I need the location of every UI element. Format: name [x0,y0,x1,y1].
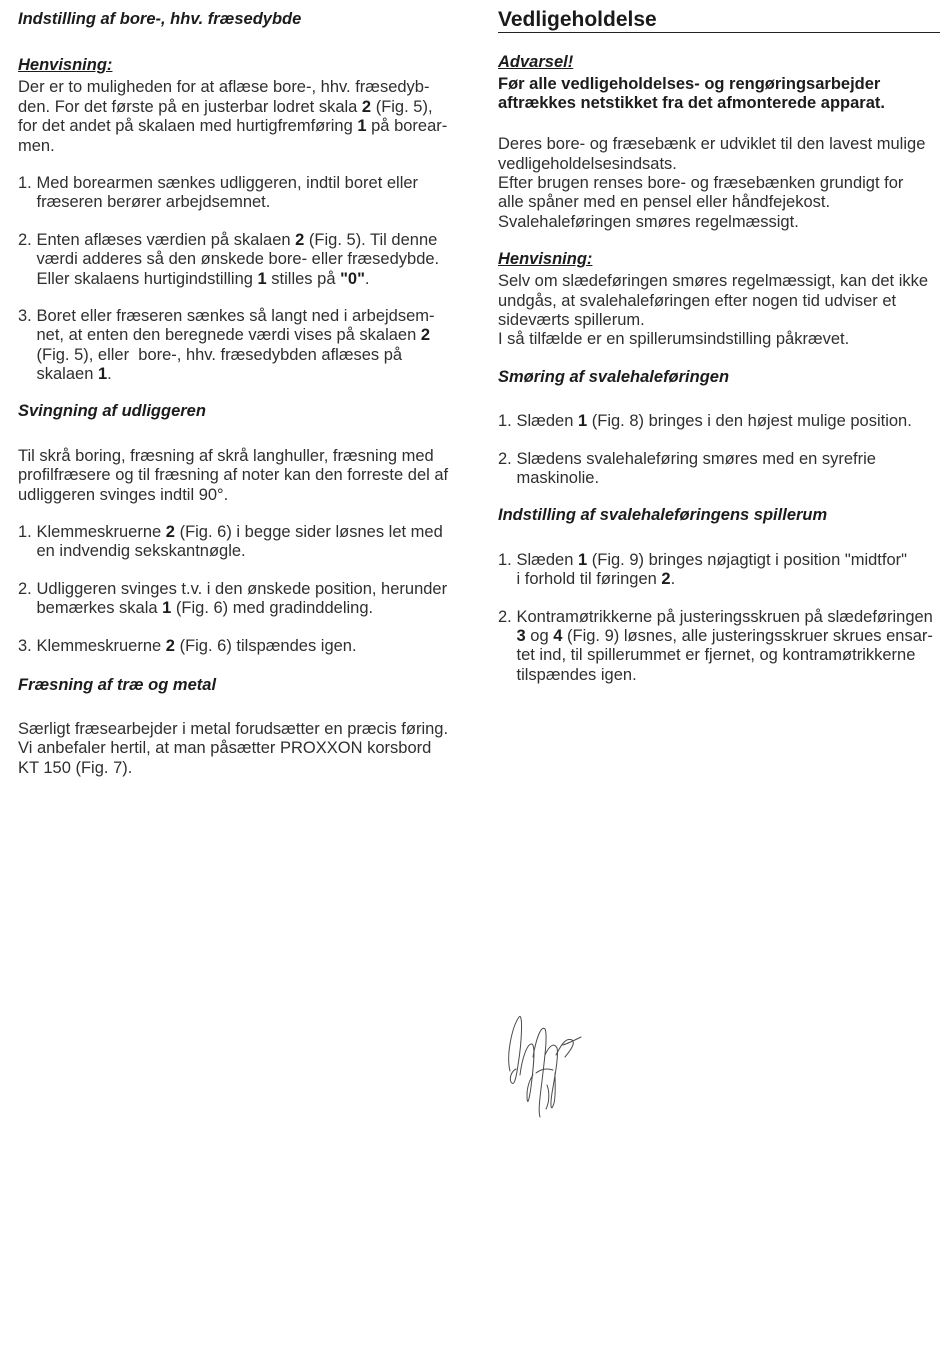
step-text [37,231,489,289]
text-run: stilles på [266,269,341,288]
step-text [517,412,941,431]
step-number: 1. [18,173,32,192]
step-number: 3. [18,636,32,655]
text-run: . [670,570,676,589]
text-run: Særligt fræsearbejder i metal forudsætter en præcis føring. [18,719,449,738]
bold-reference: 2 [165,523,175,542]
text-line [18,739,488,758]
text-line [498,330,940,349]
step-text [517,608,941,686]
text-line [18,117,488,136]
text-line [37,231,489,250]
signature [503,1013,585,1119]
text-run: (Fig. 8) bringes i den højest mulige position. [587,412,912,431]
step-text [37,523,489,562]
text-run: fræseren berører arbejdsemnet. [36,193,271,212]
text-run: profilfræsere og til fræsning af noter kan den forreste del af [18,466,449,485]
text-run: tet ind, til spillerummet er fjernet, og kontramøtrikkerne [516,646,916,665]
text-run: aftrækkes netstikket fra det afmonterede apparat. [498,93,885,112]
text-run: Klemmeskruerne [36,636,166,655]
text-line [498,155,940,174]
text-run: Deres bore- og fræsebænk er udviklet til den lavest mulige [498,135,926,154]
text-line [18,98,488,117]
text-run: Før alle vedligeholdelses- og rengøringsarbejder [498,74,881,93]
step-text [37,307,489,385]
text-run: I så tilfælde er en spillerumsindstilling påkrævet. [498,330,850,349]
care-paragraph [498,135,940,232]
bold-reference: "0" [340,269,365,288]
text-run: (Fig. 6) med gradinddeling. [171,599,374,618]
text-run: net, at enten den beregnede værdi vises på skalaen [36,326,421,345]
step-number: 1. [498,550,512,569]
text-line [37,637,489,656]
section-heading-depth: Indstilling af bore-, hhv. fræsedybde [18,10,302,28]
text-run: værdi adderes så den ønskede bore- eller fræsedybde. [36,250,440,269]
text-line [37,174,489,193]
text-line [498,213,940,232]
text-run: . [364,269,370,288]
step-number: 3. [18,306,32,325]
swing-step-2 [18,580,488,619]
left-column [18,0,488,778]
bold-reference: 1 [577,412,588,431]
text-run: Kontramøtrikkerne på justeringsskruen på slædeføringen [516,607,933,626]
text-run: den. For det første på en justerbar lodret skala [18,97,362,116]
text-run: Eller skalaens hurtigindstilling [36,269,258,288]
text-line [18,759,488,778]
text-run: Svalehaleføringen smøres regelmæssigt. [498,212,799,231]
text-line [18,466,488,485]
text-line [37,193,489,212]
text-line [517,450,941,469]
step-number: 2. [18,230,32,249]
text-line [498,292,940,311]
section-heading-milling: Fræsning af træ og metal [18,675,217,694]
text-run: alle spåner med en pensel eller håndfejekost. [498,193,831,212]
text-line [498,311,940,330]
text-run: maskinolie. [516,468,600,487]
text-run: på borear- [366,117,448,136]
text-line [517,551,941,570]
text-run: Efter brugen renses bore- og fræsebænken grundigt for [498,174,904,193]
step-text [37,174,489,213]
text-run: (Fig. 9) bringes nøjagtigt i position "midtfor" [587,550,907,569]
text-line [37,580,489,599]
step-number: 2. [498,607,512,626]
text-run: sideværts spillerum. [498,311,645,330]
bold-reference: 1 [577,550,588,569]
page-title: Vedligeholdelse [498,8,940,33]
section-heading-swing: Svingning af udliggeren [18,402,206,421]
text-line [18,137,488,156]
text-line [37,523,489,542]
swing-step-1 [18,523,488,562]
warning-paragraph [498,75,940,114]
bold-reference: 2 [361,97,372,116]
text-run: (Fig. 6) tilspændes igen. [174,636,357,655]
text-run: (Fig. 5), [371,97,433,116]
swing-step-3 [18,637,488,656]
text-line [498,174,940,193]
text-run: tilspændes igen. [516,665,637,684]
text-line [37,599,489,618]
text-run: og [525,626,554,645]
text-line [517,412,941,431]
step-number: 2. [498,449,512,468]
text-line [517,469,941,488]
text-line [18,486,488,505]
step-text [517,551,941,590]
text-line [18,720,488,739]
step-number: 1. [18,523,32,542]
text-run: skalaen [36,365,98,384]
text-line [37,346,489,365]
text-run: en indvendig sekskantnøgle. [36,542,246,561]
text-line [18,78,488,97]
note-label: Henvisning: [498,250,593,269]
text-line [18,447,488,466]
bold-reference: 3 [516,626,526,645]
text-run: Enten aflæses værdien på skalaen [36,230,296,249]
text-run: (Fig. 9) løsnes, alle justeringsskruer skrues ensar- [562,626,933,645]
text-run: Klemmeskruerne [36,523,166,542]
text-line [517,570,941,589]
text-line [37,307,489,326]
bold-reference: 2 [661,570,671,589]
text-run: Der er to muligheden for at aflæse bore-, hhv. fræsedyb- [18,78,430,97]
text-line [37,250,489,269]
bold-reference: 2 [165,636,175,655]
text-line [37,270,489,289]
text-run: i forhold til føringen [516,570,662,589]
text-run: Slædens svalehaleføring smøres med en syrefrie [516,449,876,468]
play-step-1 [498,551,940,590]
text-run: undgås, at svalehaleføringen efter nogen tid udviser et [498,291,897,310]
text-run: (Fig. 5), eller bore-, hhv. fræsedybden aflæses på [36,345,403,364]
text-run: Selv om slædeføringen smøres regelmæssigt, kan det ikke [498,272,929,291]
bold-reference: 2 [295,230,305,249]
text-run: for det andet på skalaen med hurtigfremføring [18,117,358,136]
depth-step-1 [18,174,488,213]
text-line [37,365,489,384]
text-run: . [107,365,112,384]
text-line [498,272,940,291]
bold-reference: 2 [420,326,431,345]
text-run: Slæden [516,550,578,569]
depth-step-3 [18,307,488,385]
text-line [517,627,941,646]
text-run: Slæden [516,412,578,431]
step-number: 2. [18,579,32,598]
note-paragraph [498,272,940,350]
bold-reference: 1 [257,269,267,288]
text-line [37,326,489,345]
text-run: Udliggeren svinges t.v. i den ønskede position, herunder [36,579,448,598]
step-number: 1. [498,412,512,431]
play-step-2 [498,608,940,686]
text-run: Med borearmen sænkes udliggeren, indtil boret eller [36,173,419,192]
text-run: vedligeholdelsesindsats. [498,154,677,173]
text-run: Vi anbefaler hertil, at man påsætter PROXXON korsbord [18,739,432,758]
step-text [37,637,489,656]
text-run: (Fig. 6) i begge sider løsnes let med [174,523,443,542]
depth-step-2 [18,231,488,289]
text-line [517,646,941,665]
bold-reference: 1 [162,599,172,618]
text-run: (Fig. 5). Til denne [304,230,438,249]
swing-intro-paragraph [18,447,488,505]
bold-reference: 4 [553,626,563,645]
lube-step-2 [498,450,940,489]
text-run: bemærkes skala [36,599,163,618]
text-run: udliggeren svinges indtil 90°. [18,485,229,504]
text-line [498,75,940,94]
right-column [498,0,940,685]
text-line [498,193,940,212]
text-run: Til skrå boring, fræsning af skrå langhuller, fræsning med [18,446,434,465]
text-line [517,666,941,685]
text-run: KT 150 (Fig. 7). [18,758,133,777]
step-text [517,450,941,489]
text-run: men. [18,136,55,155]
text-line [517,608,941,627]
milling-paragraph [18,720,488,778]
warning-label: Advarsel! [498,52,574,71]
bold-reference: 1 [97,365,108,384]
bold-reference: 1 [357,117,367,136]
text-line [37,542,489,561]
text-line [498,94,940,113]
text-run: Boret eller fræseren sænkes så langt ned i arbejdsem- [36,306,435,325]
text-line [498,135,940,154]
lube-step-1 [498,412,940,431]
depth-intro-paragraph [18,78,488,156]
section-heading-lubrication: Smøring af svalehaleføringen [498,367,730,386]
section-heading-play-adjustment: Indstilling af svalehaleføringens spillerum [498,506,828,525]
note-label: Henvisning: [18,56,113,75]
step-text [37,580,489,619]
